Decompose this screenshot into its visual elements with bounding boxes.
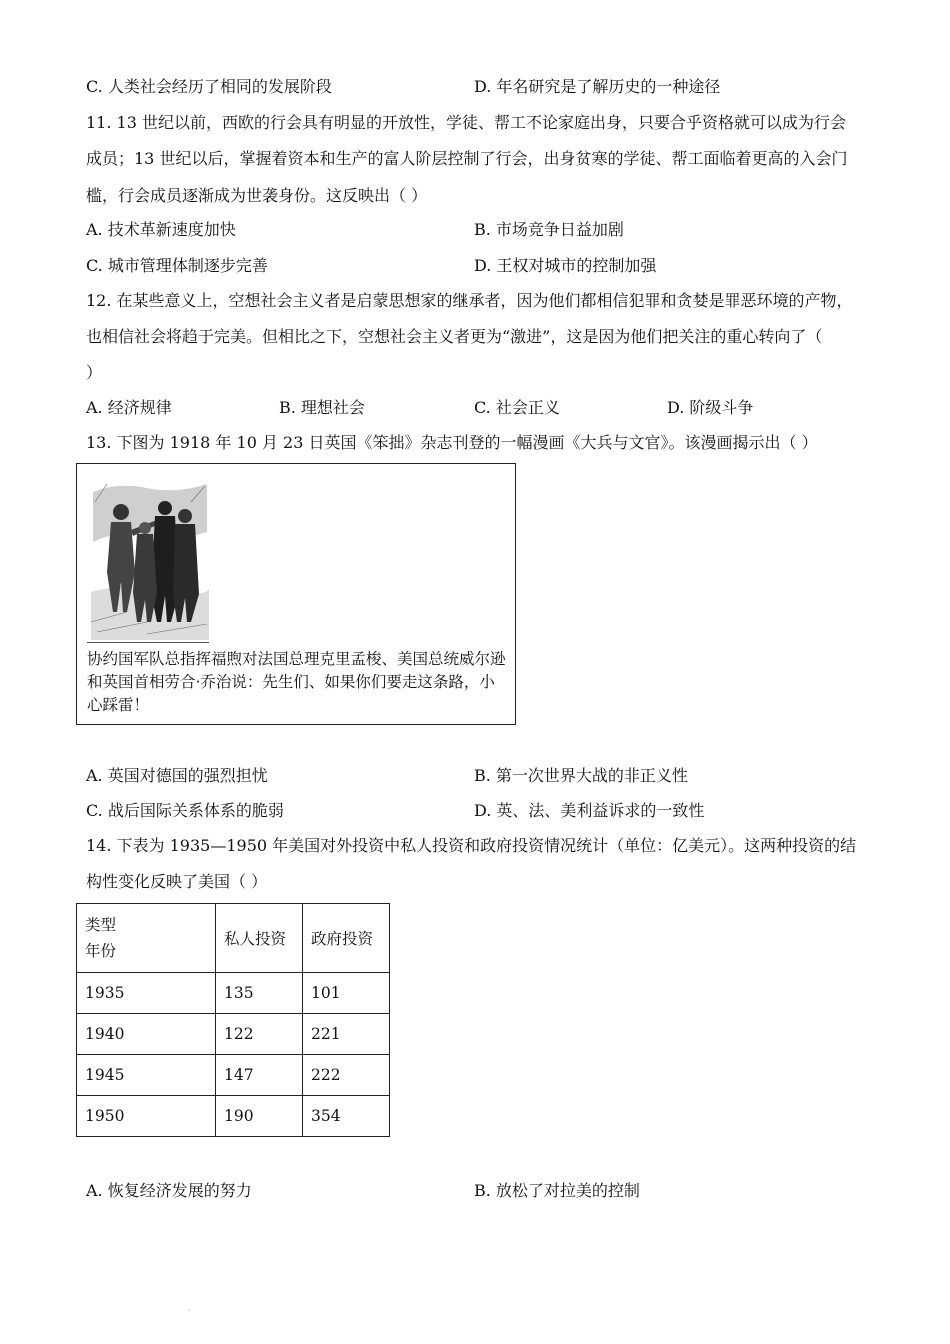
cell-year: 1935 (77, 973, 216, 1014)
q14-stem-line1: 14. 下表为 1935—1950 年美国对外投资中私人投资和政府投资情况统计（单位：亿美元）。这两种投资的结 (86, 836, 857, 855)
cell-year: 1950 (77, 1096, 216, 1137)
header-gov: 政府投资 (303, 904, 390, 973)
investment-table (76, 903, 390, 1137)
header-private: 私人投资 (216, 904, 303, 973)
cell-gov: 221 (303, 1014, 390, 1055)
q14-option-b: B. 放松了对拉美的控制 (474, 1181, 640, 1200)
q13-option-d: D. 英、法、美利益诉求的一致性 (474, 801, 705, 820)
cell-private: 190 (216, 1096, 303, 1137)
cartoon-caption: 协约国军队总指挥福煦对法国总理克里孟梭、美国总统威尔逊和英国首相劳合·乔治说：先生们、如果你们要走这条路，小心踩雷！ (87, 650, 506, 714)
q11-stem-line2: 成员；13 世纪以后，掌握着资本和生产的富人阶层控制了行会，出身贫寒的学徒、帮工面临着更高的入会门 (86, 149, 848, 168)
q11-stem-line3: 槛，行会成员逐渐成为世袭身份。这反映出（ ） (86, 186, 428, 205)
cell-gov: 101 (303, 973, 390, 1014)
header-type: 类型 (85, 916, 117, 934)
cell-year: 1945 (77, 1055, 216, 1096)
header-year: 年份 (85, 942, 117, 960)
cell-private: 135 (216, 973, 303, 1014)
q10-option-c: C. 人类社会经历了相同的发展阶段 (86, 77, 332, 96)
q14-stem-line2: 构性变化反映了美国（ ） (86, 872, 268, 891)
table-row (77, 1055, 390, 1096)
cell-year: 1940 (77, 1014, 216, 1055)
cell-gov: 354 (303, 1096, 390, 1137)
q11-option-c: C. 城市管理体制逐步完善 (86, 256, 268, 275)
table-row (77, 1096, 390, 1137)
q12-stem-line1: 12. 在某些意义上，空想社会主义者是启蒙思想家的继承者，因为他们都相信犯罪和贪婪是罪恶环境的产物， (86, 291, 853, 310)
q13-option-a: A. 英国对德国的强烈担忧 (86, 766, 268, 785)
q12-option-a: A. 经济规律 (86, 398, 172, 417)
table-row (77, 1014, 390, 1055)
q11-option-d: D. 王权对城市的控制加强 (474, 256, 657, 275)
q14-option-a: A. 恢复经济发展的努力 (86, 1181, 252, 1200)
q12-option-d: D. 阶级斗争 (667, 398, 754, 417)
q12-option-c: C. 社会正义 (474, 398, 560, 417)
caption-divider (87, 642, 209, 643)
q10-option-d: D. 年名研究是了解历史的一种途径 (474, 77, 721, 96)
q12-option-b: B. 理想社会 (279, 398, 365, 417)
q11-option-b: B. 市场竞争日益加剧 (474, 220, 624, 239)
q11-option-a: A. 技术革新速度加快 (86, 220, 236, 239)
cartoon-illustration (87, 472, 211, 644)
q13-option-b: B. 第一次世界大战的非正义性 (474, 766, 688, 785)
cell-private: 147 (216, 1055, 303, 1096)
page-footer-mark: · (188, 1306, 191, 1315)
cell-private: 122 (216, 1014, 303, 1055)
q11-stem-line1: 11. 13 世纪以前，西欧的行会具有明显的开放性，学徒、帮工不论家庭出身，只要合乎资格就可以成为行会 (86, 113, 846, 132)
q13-stem-line1: 13. 下图为 1918 年 10 月 23 日英国《笨拙》杂志刊登的一幅漫画《大兵与文官》。该漫画揭示出（ ） (86, 433, 818, 452)
cartoon-figure (76, 463, 516, 725)
q12-stem-line3: ） (86, 363, 103, 382)
table-header-row (77, 904, 390, 973)
q13-option-c: C. 战后国际关系体系的脆弱 (86, 801, 284, 820)
cell-gov: 222 (303, 1055, 390, 1096)
q12-stem-line2: 也相信社会将趋于完美。但相比之下，空想社会主义者更为“激进”，这是因为他们把关注的重心转向了（ (86, 327, 823, 346)
header-type-year (77, 904, 216, 973)
table-row (77, 973, 390, 1014)
